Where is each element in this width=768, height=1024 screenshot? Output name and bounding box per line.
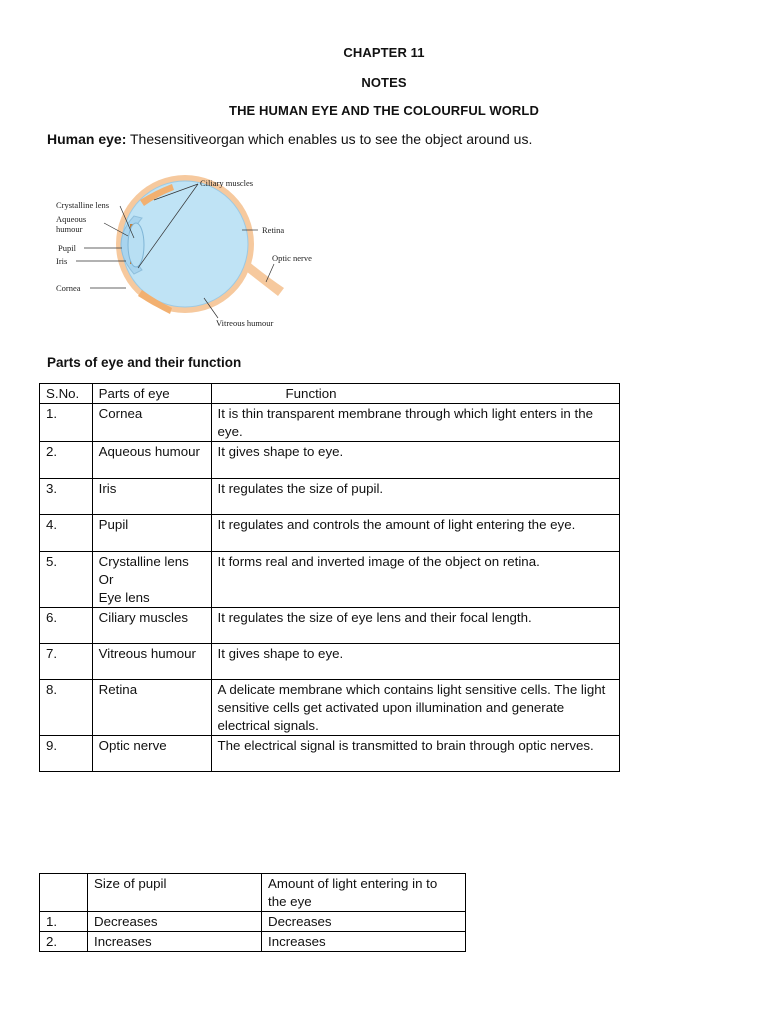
table-row	[40, 479, 620, 515]
cell-part: Cornea	[92, 404, 211, 442]
cell-sno: 7.	[40, 644, 93, 680]
cell-function: It gives shape to eye.	[211, 442, 619, 479]
cell-sno: 1.	[40, 912, 88, 932]
cell-part: Pupil	[92, 515, 211, 552]
cell-function: It forms real and inverted image of the object on retina.	[211, 552, 619, 608]
label-ciliary-muscles: Ciliary muscles	[200, 178, 254, 188]
cell-sno: 2.	[40, 442, 93, 479]
cell-sno: 8.	[40, 680, 93, 736]
cell-sno: 5.	[40, 552, 93, 608]
cell-part: Optic nerve	[92, 736, 211, 772]
header-function: Function	[211, 384, 619, 404]
parts-heading: Parts of eye and their function	[47, 355, 242, 370]
intro-text: Thesensitiveorgan which enables us to see the object around us.	[126, 131, 533, 147]
cell-sno: 6.	[40, 608, 93, 644]
label-cornea: Cornea	[56, 283, 81, 293]
label-vitreous-humour: Vitreous humour	[216, 318, 274, 328]
label-aqueous: Aqueous	[56, 214, 87, 224]
table-header-row	[40, 874, 466, 912]
cell-size: Decreases	[88, 912, 262, 932]
table-row	[40, 680, 620, 736]
cell-part	[92, 552, 211, 608]
table-row	[40, 404, 620, 442]
cell-sno: 2.	[40, 932, 88, 952]
pupil-table	[39, 873, 466, 952]
cell-sno: 1.	[40, 404, 93, 442]
cell-function: It regulates the size of eye lens and their focal length.	[211, 608, 619, 644]
cell-part: Iris	[92, 479, 211, 515]
part-line: Crystalline lens	[98, 554, 189, 569]
table-row	[40, 912, 466, 932]
chapter-heading: CHAPTER 11	[343, 45, 425, 60]
header-blank	[40, 874, 88, 912]
header-parts: Parts of eye	[92, 384, 211, 404]
parts-table	[39, 383, 620, 772]
table-row	[40, 736, 620, 772]
cell-function: It regulates and controls the amount of light entering the eye.	[211, 515, 619, 552]
page-title: THE HUMAN EYE AND THE COLOURFUL WORLD	[229, 103, 539, 118]
cell-part: Aqueous humour	[92, 442, 211, 479]
notes-heading: NOTES	[361, 75, 407, 90]
table-header-row	[40, 384, 620, 404]
table-row	[40, 515, 620, 552]
part-line: Or	[98, 572, 114, 587]
cell-part: Retina	[92, 680, 211, 736]
cell-sno: 9.	[40, 736, 93, 772]
label-crystalline-lens: Crystalline lens	[56, 200, 110, 210]
label-iris: Iris	[56, 256, 68, 266]
table-row	[40, 932, 466, 952]
table-row	[40, 644, 620, 680]
cell-function: A delicate membrane which contains light sensitive cells. The light sensitive cells get activated upon illumination and generate electrical signals.	[211, 680, 619, 736]
table-row	[40, 442, 620, 479]
part-line: Eye lens	[98, 590, 150, 605]
cell-function: It regulates the size of pupil.	[211, 479, 619, 515]
label-pupil: Pupil	[58, 243, 76, 253]
cell-function: The electrical signal is transmitted to brain through optic nerves.	[211, 736, 619, 772]
optic-nerve-shape	[242, 261, 284, 296]
label-humour: humour	[56, 224, 83, 234]
cell-function: It gives shape to eye.	[211, 644, 619, 680]
cell-sno: 3.	[40, 479, 93, 515]
label-retina: Retina	[262, 225, 285, 235]
eye-diagram	[46, 160, 346, 342]
cell-part: Ciliary muscles	[92, 608, 211, 644]
intro-term: Human eye:	[47, 131, 127, 147]
intro-definition	[47, 131, 532, 147]
header-size-of-pupil: Size of pupil	[88, 874, 262, 912]
cell-part: Vitreous humour	[92, 644, 211, 680]
table-row	[40, 608, 620, 644]
cell-function: It is thin transparent membrane through which light enters in the eye.	[211, 404, 619, 442]
cell-size: Increases	[88, 932, 262, 952]
header-amount-of-light: Amount of light entering in to the eye	[262, 874, 466, 912]
cell-sno: 4.	[40, 515, 93, 552]
label-optic-nerve: Optic nerve	[272, 253, 312, 263]
cell-light: Increases	[262, 932, 466, 952]
header-sno: S.No.	[40, 384, 93, 404]
table-row	[40, 552, 620, 608]
cell-light: Decreases	[262, 912, 466, 932]
